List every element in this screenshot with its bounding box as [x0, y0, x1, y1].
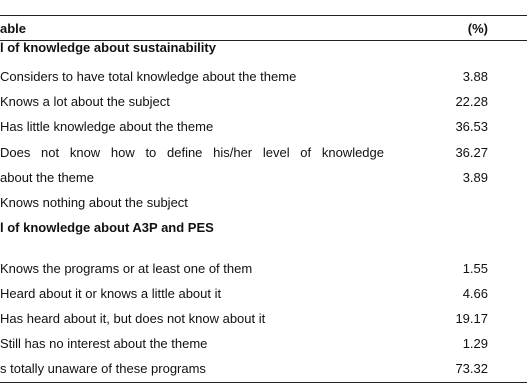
table-row	[0, 310, 527, 328]
row-value: 19.17	[455, 311, 488, 326]
row-label: Knows the programs or at least one of them	[0, 261, 253, 276]
table-row	[0, 68, 527, 86]
table-row	[0, 118, 527, 136]
table-row	[0, 335, 527, 353]
table-row	[0, 194, 527, 212]
table-row	[0, 260, 527, 278]
table-row	[0, 360, 527, 378]
row-label: Knows a lot about the subject	[0, 94, 170, 109]
header-percent: (%)	[467, 21, 488, 36]
row-value: 36.53	[455, 119, 488, 134]
row-label: Has heard about it, but does not know about it	[0, 311, 266, 326]
table-header-row	[0, 20, 527, 38]
section-title: l of knowledge about sustainability	[0, 40, 216, 55]
row-value: 73.32	[455, 361, 488, 376]
row-value: 1.29	[462, 336, 488, 351]
table-top-rule	[0, 15, 527, 16]
header-variable: able	[0, 21, 27, 36]
row-label: about the theme	[0, 170, 94, 185]
row-label: Knows nothing about the subject	[0, 195, 188, 210]
table-row	[0, 93, 527, 111]
row-label: Still has no interest about the theme	[0, 336, 208, 351]
table-row	[0, 144, 527, 162]
row-value: 4.66	[462, 286, 488, 301]
section-title: l of knowledge about A3P and PES	[0, 220, 214, 235]
table-row	[0, 169, 527, 187]
row-value: 3.88	[462, 69, 488, 84]
row-value: 36.27	[455, 145, 488, 160]
table-row	[0, 285, 527, 303]
section-title-sustainability	[0, 39, 527, 57]
row-value: 1.55	[462, 261, 488, 276]
row-label: Considers to have total knowledge about the theme	[0, 69, 297, 84]
row-value: 3.89	[462, 170, 488, 185]
row-label: Has little knowledge about the theme	[0, 119, 214, 134]
section-title-a3p-pes	[0, 219, 527, 237]
row-label: Heard about it or knows a little about it	[0, 286, 222, 301]
row-label: s totally unaware of these programs	[0, 361, 206, 376]
row-value: 22.28	[455, 94, 488, 109]
row-label: Does not know how to define his/her level of knowledge	[0, 145, 384, 160]
